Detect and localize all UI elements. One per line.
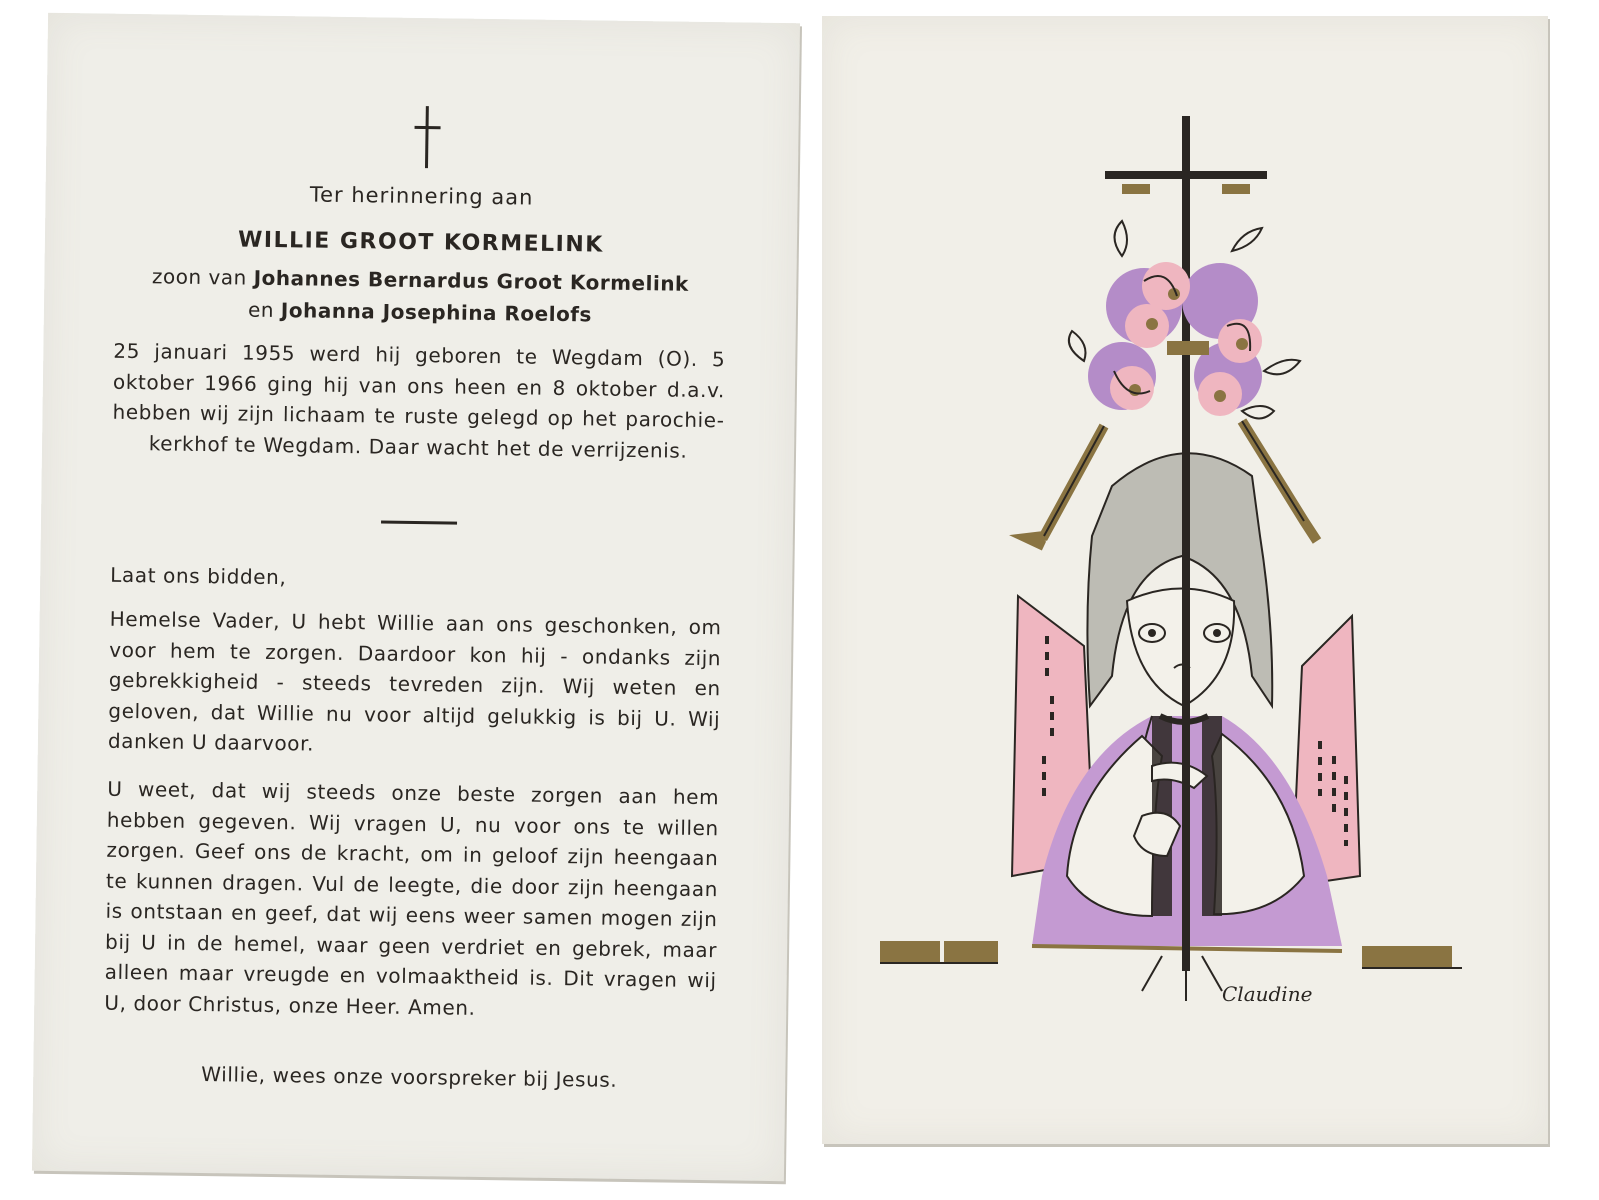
intro-line: Ter herinnering aan: [309, 182, 534, 210]
cross-bar: [1105, 171, 1267, 179]
cross-icon: [412, 106, 443, 168]
ground-block-1: [880, 941, 940, 963]
ground-block-2: [944, 941, 998, 963]
artist-signature: Claudine: [1222, 982, 1313, 1006]
prayer-opening: Laat ons bidden,: [110, 562, 287, 590]
mother-name: Johanna Josephina Roelofs: [280, 298, 593, 327]
card-text-area: [104, 14, 730, 1092]
dates-paragraph: 25 januari 1955 werd hij geboren te Wegdam (O). 5 oktober 1966 ging hij van ons heen en 8 oktober d.a.v. hebben wij zijn lichaam te ruste gelegd op het parochie-kerkhof te Wegdam. Daar wacht het de verrijzenis.: [112, 338, 726, 463]
left-stave: [1027, 426, 1104, 546]
and-prefix: en: [247, 297, 275, 322]
son-prefix: zoon van: [151, 264, 247, 290]
parent-line-mother: [114, 296, 726, 329]
closing-line: Willie, wees onze voorspreker bij Jesus.: [201, 1062, 618, 1092]
prayer-paragraph-1: Hemelse Vader, U hebt Willie aan ons geschonken, om voor hem te zorgen. Daardoor kon hij - ondanks zijn gebrekkigheid - steeds tevreden zijn. Wij weten en geloven, dat Willie nu voor altijd gelukkig is bij U. Wij danken U daarvoor.: [107, 606, 722, 756]
cross-staff: [1182, 116, 1190, 971]
parent-line-father: [114, 264, 726, 297]
memorial-card-illustration-side: [822, 16, 1548, 1144]
divider-line: [381, 521, 457, 525]
angel-with-cross-illustration: [822, 16, 1548, 1144]
ground-block-3: [1362, 946, 1452, 968]
face: [1127, 589, 1234, 707]
prayer-paragraph-2: U weet, dat wij steeds onze beste zorgen aan hem hebben gegeven. Wij vragen U, nu voor ons te willen zorgen. Geef ons de kracht, om in geloof zijn heengaan te kunnen dragen. Vul de leegte, die door zijn heengaan is ontstaan en geef, dat wij eens weer samen mogen zijn bij U in de hemel, waar geen verdriet en gebrek, maar alleen maar vreugde en volmaaktheid is. Dit vragen wij U, door Christus, onze Heer. Amen.: [104, 776, 720, 1020]
memorial-card-text-side: [32, 13, 800, 1181]
father-name: Johannes Bernardus Groot Kormelink: [253, 265, 689, 296]
deceased-name: WILLIE GROOT KORMELINK: [237, 227, 604, 258]
